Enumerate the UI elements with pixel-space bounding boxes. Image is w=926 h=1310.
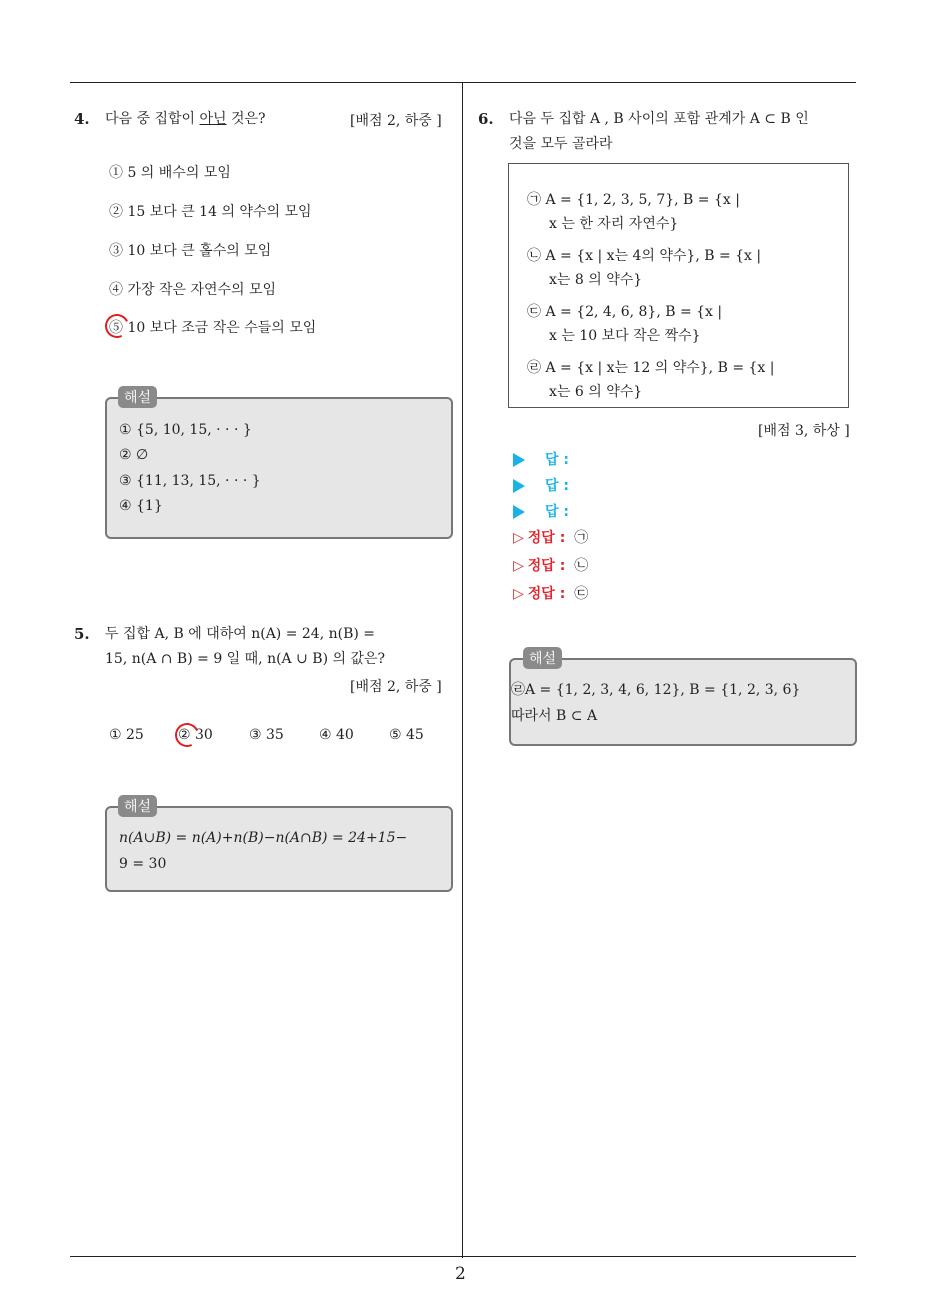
q6-box-line-5: ㉢ A = {2, 4, 6, 8}, B = {x |: [527, 304, 723, 320]
q5-choice-1[interactable]: ① 25: [109, 727, 144, 743]
q4-text-underlined: 아닌: [199, 111, 227, 127]
q6-correct-label-1: 정답 :: [527, 530, 566, 546]
q5-text-line2: 15, n(A ∩ B) = 9 일 때, n(A ∪ B) 의 값은?: [105, 651, 386, 667]
q6-solution-box: [509, 658, 857, 746]
q4-choice-3[interactable]: ③ 10 보다 큰 홀수의 모임: [109, 243, 272, 259]
q4-solution-line-1: ① {5, 10, 15, · · · }: [119, 422, 252, 438]
q6-answer-label-3: 답 :: [545, 504, 569, 520]
q6-box-line-3: ㉡ A = {x | x는 4의 약수}, B = {x |: [527, 248, 762, 264]
q6-correct-answer-3: ㉢: [574, 586, 589, 602]
column-divider: [462, 82, 463, 1258]
q4-solution-box: [105, 397, 453, 539]
q4-solution-tag: 해설: [118, 386, 157, 408]
q6-correct-label-2: 정답 :: [527, 558, 566, 574]
q6-box-line-1: ㉠ A = {1, 2, 3, 5, 7}, B = {x |: [527, 192, 740, 208]
q5-choice-3[interactable]: ③ 35: [249, 727, 284, 743]
q6-solution-line-2: 따라서 B ⊂ A: [511, 708, 598, 724]
q5-choice-4[interactable]: ④ 40: [319, 727, 354, 743]
q6-correct-row-1: [513, 527, 588, 547]
q5-solution-tag: 해설: [118, 795, 157, 817]
q4-text: [105, 107, 266, 131]
q6-box-line-8: x는 6 의 약수}: [549, 384, 643, 400]
q6-answer-label-1: 답 :: [545, 452, 569, 468]
q6-box-line-4: x는 8 의 약수}: [549, 272, 643, 288]
q4-choice-4[interactable]: ④ 가장 작은 자연수의 모임: [109, 282, 277, 298]
q5-score: [배점 2, 하중 ]: [350, 679, 442, 695]
q6-sets-box: [508, 163, 849, 408]
q5-number: 5.: [74, 625, 90, 643]
q6-correct-answer-2: ㉡: [574, 558, 589, 574]
q6-solution-line-1: ㉣A = {1, 2, 3, 4, 6, 12}, B = {1, 2, 3, 6}: [511, 682, 801, 698]
q6-score: [배점 3, 하상 ]: [758, 423, 850, 439]
answer-arrow-icon: [513, 505, 525, 519]
q6-answer-row-2[interactable]: [513, 475, 569, 495]
q6-solution-tag: 해설: [523, 647, 562, 669]
top-rule: [70, 82, 856, 83]
q4-solution-line-4: ④ {1}: [119, 498, 163, 514]
q5-answer-mark: [172, 720, 203, 751]
q4-text-pre: 다음 중 집합이: [105, 111, 200, 127]
q4-choice-5[interactable]: ⑤ 10 보다 조금 작은 수들의 모임: [109, 320, 317, 336]
q4-choice-1[interactable]: ① 5 의 배수의 모임: [109, 165, 231, 181]
q6-answer-row-1[interactable]: [513, 449, 569, 469]
correct-arrow-icon: ▷: [513, 558, 524, 574]
answer-arrow-icon: [513, 479, 525, 493]
q6-box-line-6: x 는 10 보다 작은 짝수}: [549, 328, 701, 344]
q6-answer-row-3[interactable]: [513, 501, 569, 521]
q5-choice-2[interactable]: ② 30: [178, 727, 213, 743]
q4-choice-2[interactable]: ② 15 보다 큰 14 의 약수의 모임: [109, 204, 312, 220]
q6-box-line-2: x 는 한 자리 자연수}: [549, 216, 679, 232]
q4-number: 4.: [74, 110, 90, 128]
q5-solution-line-2: 9 = 30: [119, 856, 167, 872]
q6-correct-row-2: [513, 555, 588, 575]
q5-solution-line-1: n(A∪B) = n(A)+n(B)−n(A∩B) = 24+15−: [119, 830, 408, 846]
q6-correct-answer-1: ㉠: [574, 530, 589, 546]
page-number: 2: [455, 1264, 466, 1284]
q5-choice-5[interactable]: ⑤ 45: [389, 727, 424, 743]
answer-arrow-icon: [513, 453, 525, 467]
q4-text-post: 것은?: [226, 111, 266, 127]
q6-text-line1: 다음 두 집합 A , B 사이의 포함 관계가 A ⊂ B 인: [509, 111, 809, 127]
q6-number: 6.: [478, 110, 494, 128]
q4-score: [배점 2, 하중 ]: [350, 113, 442, 129]
correct-arrow-icon: ▷: [513, 586, 524, 602]
q4-solution-line-2: ② ∅: [119, 447, 149, 463]
q4-solution-line-3: ③ {11, 13, 15, · · · }: [119, 473, 261, 489]
correct-arrow-icon: ▷: [513, 530, 524, 546]
q6-box-line-7: ㉣ A = {x | x는 12 의 약수}, B = {x |: [527, 360, 775, 376]
bottom-rule: [70, 1256, 856, 1257]
q6-answer-label-2: 답 :: [545, 478, 569, 494]
q5-solution-box: [105, 806, 453, 892]
q6-correct-row-3: [513, 583, 588, 603]
q6-correct-label-3: 정답 :: [527, 586, 566, 602]
q6-text-line2: 것을 모두 골라라: [509, 136, 613, 152]
q5-text-line1: 두 집합 A, B 에 대하여 n(A) = 24, n(B) =: [105, 626, 376, 642]
